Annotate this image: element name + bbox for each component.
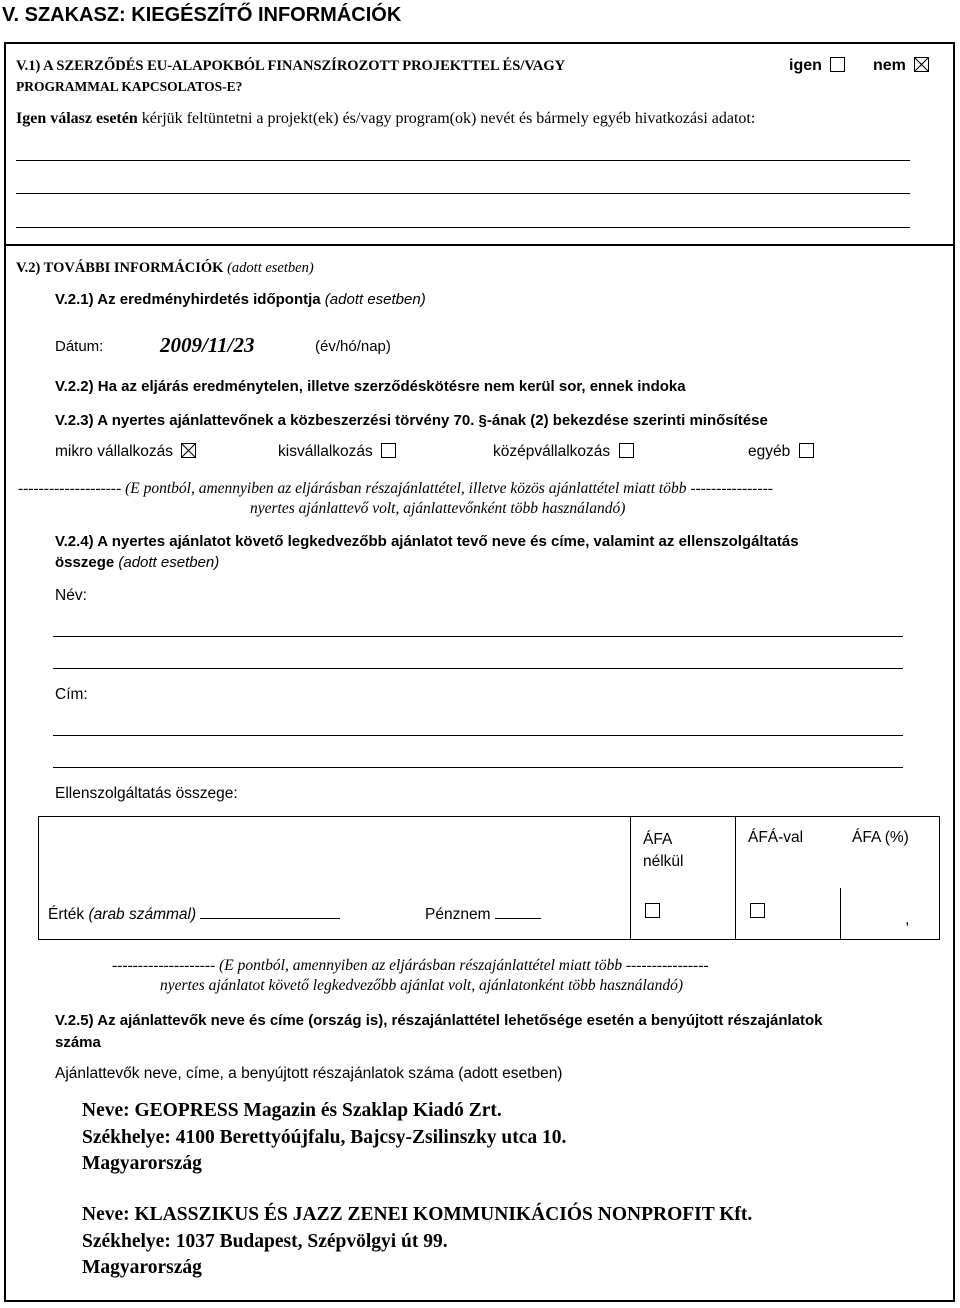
e-note-2-dashes-right: ---------------- bbox=[625, 957, 709, 974]
ertek-note: (arab számmal) bbox=[84, 906, 197, 923]
bidder-1-address: Székhelye: 4100 Berettyóújfalu, Bajcsy-Zsilinszky utca 10. bbox=[82, 1126, 567, 1148]
nev-label: Név: bbox=[55, 587, 87, 604]
nev-line-2[interactable] bbox=[53, 668, 903, 669]
col-afa-nelkul-line1: ÁFA bbox=[643, 831, 673, 848]
kis-option[interactable] bbox=[278, 443, 396, 461]
v1-answer-line-2[interactable] bbox=[16, 193, 910, 194]
bidder-1-name: Neve: GEOPRESS Magazin és Szaklap Kiadó Zrt. bbox=[82, 1100, 502, 1121]
checkbox-cross-icon bbox=[182, 444, 195, 457]
datum-format: (év/hó/nap) bbox=[315, 338, 391, 355]
mikro-option[interactable] bbox=[55, 443, 196, 461]
afa-val-checkbox[interactable] bbox=[750, 903, 765, 918]
col-afa-val: ÁFÁ-val bbox=[748, 829, 804, 846]
kis-checkbox[interactable] bbox=[381, 443, 396, 458]
v23-title: V.2.3) A nyertes ajánlattevőnek a közbeszerzési törvény 70. §-ának (2) bekezdése szerinti minősítése bbox=[55, 412, 768, 429]
v1-instruction bbox=[16, 110, 755, 128]
e-note-2-dashes-left: -------------------- bbox=[112, 957, 216, 974]
v1-answer-line-3[interactable] bbox=[16, 227, 910, 228]
e-note-1-text: (E pontból, amennyiben az eljárásban részajánlattétel, illetve közös ajánlattétel miatt több bbox=[121, 480, 691, 497]
kozep-checkbox[interactable] bbox=[619, 443, 634, 458]
bidder-1-country: Magyarország bbox=[82, 1153, 202, 1174]
mikro-label: mikro vállalkozás bbox=[55, 443, 174, 460]
mikro-checkbox[interactable] bbox=[181, 443, 196, 458]
cim-line-1[interactable] bbox=[53, 735, 903, 736]
v24-title-line2 bbox=[55, 554, 219, 571]
nem-option[interactable] bbox=[873, 57, 929, 75]
ertek-row bbox=[48, 904, 340, 924]
checkbox-cross-icon bbox=[915, 58, 928, 71]
egyeb-checkbox[interactable] bbox=[799, 443, 814, 458]
kozep-option[interactable] bbox=[493, 443, 634, 461]
nem-checkbox[interactable] bbox=[914, 57, 929, 72]
kozep-label: középvállalkozás bbox=[493, 443, 611, 460]
ertek-input[interactable] bbox=[200, 904, 340, 919]
v25-title-line2: száma bbox=[55, 1034, 101, 1051]
penznem-row bbox=[425, 904, 541, 924]
v2-title-main: V.2) TOVÁBBI INFORMÁCIÓK bbox=[16, 260, 224, 276]
e-note-1-dashes-right: ---------------- bbox=[690, 480, 773, 497]
ertek-label: Érték bbox=[48, 906, 85, 923]
datum-value: 2009/11/23 bbox=[160, 333, 255, 357]
egyeb-label: egyéb bbox=[748, 443, 791, 460]
v1-instruction-bold: Igen válasz esetén bbox=[16, 110, 138, 127]
egyeb-option[interactable] bbox=[748, 443, 814, 461]
v2-title-note: (adott esetben) bbox=[223, 260, 314, 276]
igen-label: igen bbox=[789, 57, 822, 74]
e-note-1-line2: nyertes ajánlattevő volt, ajánlattevőnként több használandó) bbox=[250, 500, 626, 517]
v21-title bbox=[55, 291, 426, 308]
v1-answer-line-1[interactable] bbox=[16, 160, 910, 161]
nev-line-1[interactable] bbox=[53, 636, 903, 637]
v21-title-main: V.2.1) Az eredményhirdetés időpontja bbox=[55, 291, 321, 308]
cim-label: Cím: bbox=[55, 686, 88, 703]
afa-nelkul-checkbox[interactable] bbox=[645, 903, 660, 918]
bidder-2-address: Székhelye: 1037 Budapest, Szépvölgyi út 99. bbox=[82, 1230, 448, 1252]
igen-checkbox[interactable] bbox=[830, 57, 845, 72]
v25-title-line1: V.2.5) Az ajánlattevők neve és címe (ország is), részajánlattétel lehetősége esetén a benyújtott részajánlatok bbox=[55, 1012, 823, 1029]
col-afa-nelkul-line2: nélkül bbox=[643, 853, 684, 870]
v24-title-line1: V.2.4) A nyertes ajánlatot követő legkedvezőbb ajánlatot tevő neve és címe, valamint az ellenszolgáltatás bbox=[55, 533, 799, 550]
datum-label: Dátum: bbox=[55, 338, 104, 355]
v21-title-note: (adott esetben) bbox=[320, 291, 426, 308]
e-note-1-line1 bbox=[18, 480, 773, 498]
bidder-1 bbox=[82, 1098, 566, 1178]
e-note-2-line1 bbox=[112, 957, 709, 975]
v1-question-line2: PROGRAMMAL KAPCSOLATOS-E? bbox=[16, 79, 243, 94]
e-note-1-dashes-left: -------------------- bbox=[18, 480, 122, 497]
section-title: V. SZAKASZ: KIEGÉSZÍTŐ INFORMÁCIÓK bbox=[2, 4, 402, 26]
col-afa-nelkul bbox=[643, 829, 684, 873]
e-note-2-text: (E pontból, amennyiben az eljárásban részajánlattétel miatt több bbox=[215, 957, 626, 974]
v1-question-line1: V.1) A SZERZŐDÉS EU-ALAPOKBÓL FINANSZÍROZOTT PROJEKTTEL ÉS/VAGY bbox=[16, 58, 566, 74]
bidder-2 bbox=[82, 1202, 752, 1282]
value-table-col-divider-1 bbox=[630, 816, 631, 940]
cim-line-2[interactable] bbox=[53, 767, 903, 768]
value-table-col-divider-3 bbox=[840, 888, 841, 940]
afa-pct-comma: , bbox=[905, 911, 910, 928]
bidder-2-country: Magyarország bbox=[82, 1257, 202, 1278]
e-note-2-line2: nyertes ajánlatot követő legkedvezőbb ajánlat volt, ajánlatonként több használandó) bbox=[160, 977, 684, 994]
igen-option[interactable] bbox=[789, 57, 845, 75]
bidder-2-name: Neve: KLASSZIKUS ÉS JAZZ ZENEI KOMMUNIKÁCIÓS NONPROFIT Kft. bbox=[82, 1204, 753, 1225]
v24-title-osszege: összege bbox=[55, 554, 115, 571]
penznem-input[interactable] bbox=[495, 904, 541, 919]
v25-subtitle: Ajánlattevők neve, címe, a benyújtott részajánlatok száma (adott esetben) bbox=[55, 1065, 563, 1082]
v22-title: V.2.2) Ha az eljárás eredménytelen, illetve szerződéskötésre nem kerül sor, ennek indoka bbox=[55, 378, 686, 395]
penznem-label: Pénznem bbox=[425, 906, 491, 923]
ellenszolgaltatas-label: Ellenszolgáltatás összege: bbox=[55, 785, 238, 802]
v2-title bbox=[16, 260, 314, 277]
nem-label: nem bbox=[873, 57, 906, 74]
value-table-col-divider-2 bbox=[735, 816, 736, 940]
v1-instruction-text: kérjük feltüntetni a projekt(ek) és/vagy program(ok) nevét és bármely egyéb hivatkozási adatot: bbox=[137, 110, 756, 127]
col-afa-pct: ÁFA (%) bbox=[852, 829, 909, 846]
v24-title-note: (adott esetben) bbox=[114, 554, 220, 571]
kis-label: kisvállalkozás bbox=[278, 443, 373, 460]
